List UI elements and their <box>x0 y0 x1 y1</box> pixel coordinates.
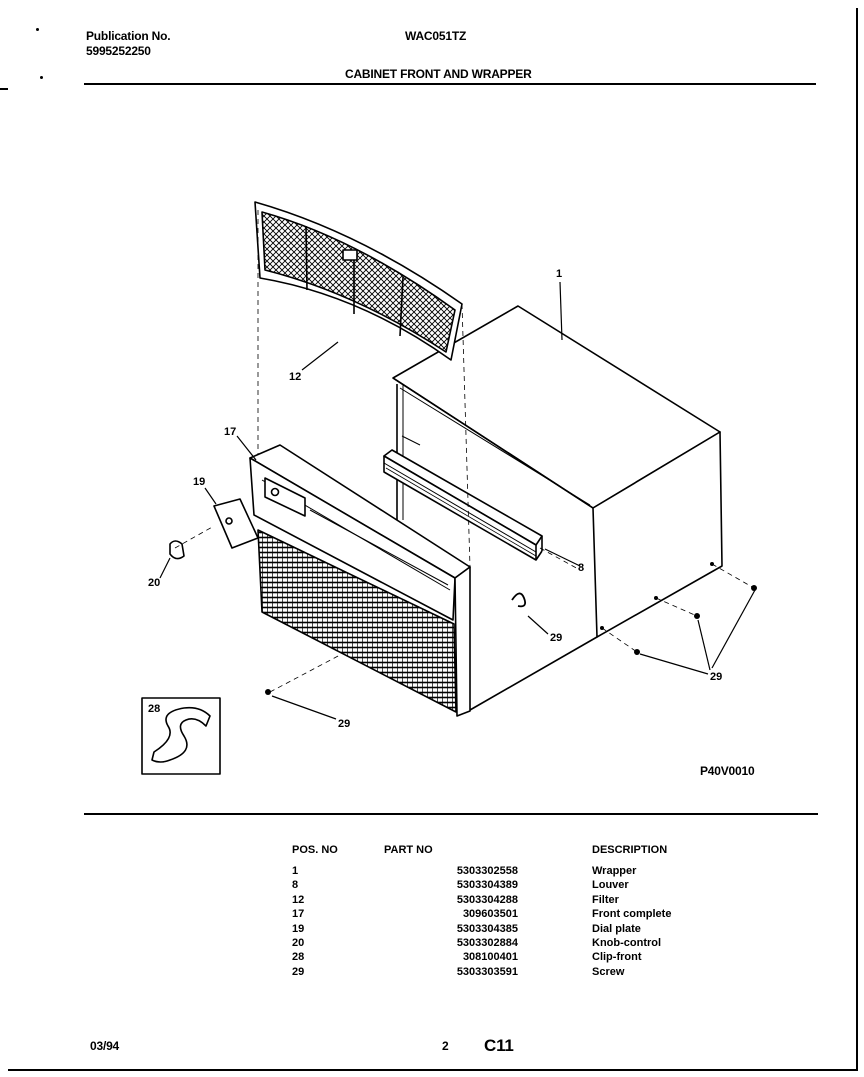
callout-17: 17 <box>224 426 237 438</box>
table-row <box>292 965 732 979</box>
part-cell: 308100401 <box>462 951 518 964</box>
pos-cell: 12 <box>292 893 305 906</box>
col-header-part: PART NO <box>384 844 433 856</box>
publication-label: Publication No. <box>86 29 171 43</box>
part-cell: 5303302884 <box>456 937 518 950</box>
clip-part <box>512 593 525 606</box>
knob-part <box>170 541 184 559</box>
section-title: CABINET FRONT AND WRAPPER <box>345 67 532 81</box>
footer-date: 03/94 <box>90 1039 120 1053</box>
table-row <box>292 893 732 907</box>
pos-cell: 1 <box>292 865 299 877</box>
pos-cell: 8 <box>292 879 299 892</box>
part-cell: 5303302558 <box>456 865 518 877</box>
table-row <box>292 864 732 878</box>
pos-cell: 17 <box>292 908 305 921</box>
part-cell: 309603501 <box>462 908 518 921</box>
desc-cell: Dial plate <box>592 922 641 935</box>
callout-12: 12 <box>289 371 302 383</box>
desc-cell: Louver <box>592 879 629 892</box>
part-cell: 5303303591 <box>456 965 518 978</box>
table-row <box>292 936 732 950</box>
col-header-pos: POS. NO <box>292 844 338 856</box>
desc-cell: Filter <box>592 893 619 906</box>
desc-cell: Screw <box>592 965 625 978</box>
table-row <box>292 950 732 964</box>
model-number: WAC051TZ <box>405 29 467 43</box>
col-header-description: DESCRIPTION <box>592 844 668 856</box>
pos-cell: 28 <box>292 951 305 964</box>
desc-cell: Wrapper <box>592 865 637 877</box>
publication-number: 5995252250 <box>86 44 151 58</box>
callout-29-side: 29 <box>550 632 563 644</box>
pos-cell: 19 <box>292 922 305 935</box>
pos-cell: 29 <box>292 965 305 978</box>
desc-cell: Front complete <box>592 908 672 921</box>
parts-table <box>292 844 732 979</box>
callout-1: 1 <box>556 268 563 280</box>
table-row <box>292 878 732 892</box>
part-cell: 5303304288 <box>456 893 518 906</box>
callout-19: 19 <box>193 476 206 488</box>
callout-8: 8 <box>578 562 585 574</box>
parts-table-header <box>292 844 732 864</box>
footer-code: C11 <box>484 1036 514 1055</box>
part-cell: 5303304385 <box>456 922 518 935</box>
table-row <box>292 922 732 936</box>
desc-cell: Clip-front <box>592 951 642 964</box>
callout-28: 28 <box>148 703 161 715</box>
callout-29-bottom: 29 <box>338 718 351 730</box>
callout-29-right: 29 <box>710 671 723 683</box>
desc-cell: Knob-control <box>592 937 662 950</box>
filter-part <box>255 202 462 360</box>
footer-page-number: 2 <box>442 1039 449 1053</box>
table-rule <box>84 813 818 815</box>
callout-20: 20 <box>148 577 161 589</box>
part-cell: 5303304389 <box>456 879 518 892</box>
pos-cell: 20 <box>292 937 305 950</box>
diagram-code: P40V0010 <box>700 764 755 778</box>
dial-plate-part <box>214 499 258 548</box>
table-row <box>292 907 732 921</box>
